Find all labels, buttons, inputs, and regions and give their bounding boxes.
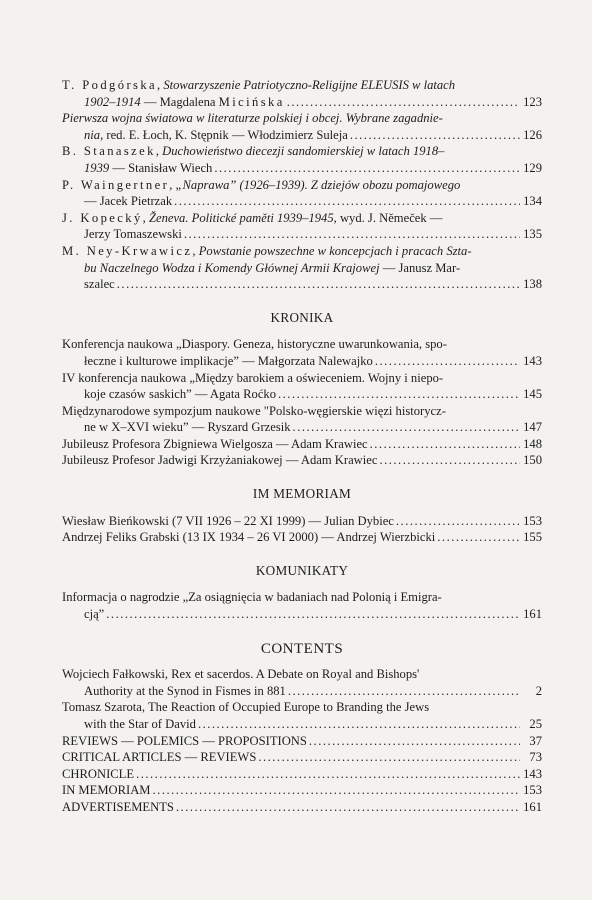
leader-dots bbox=[293, 419, 520, 436]
leader-dots bbox=[117, 276, 520, 293]
list-item: Wiesław Bieńkowski (7 VII 1926 – 22 XI 1999) — Julian Dybiec ..... 153 bbox=[62, 513, 542, 530]
page-number: 143 bbox=[523, 766, 542, 781]
list-item: CRITICAL ARTICLES — REVIEWS ..... 73 bbox=[62, 749, 542, 766]
entry-title: Pierwsza wojna światowa w literaturze polskiej i obcej. Wybrane zagadnie- bbox=[62, 111, 443, 126]
list-item: Międzynarodowe sympozjum naukowe "Polsko-węgierskie więzi historycz- ne w X–XVI wieku” — Ryszard Grzesik ..... 147 bbox=[62, 403, 542, 436]
list-item: Jubileusz Profesora Zbigniewa Wielgosza — Adam Krawiec ..... 148 bbox=[62, 436, 542, 453]
list-item: IN MEMORIAM ..... 153 bbox=[62, 782, 542, 799]
list-item: Konferencja naukowa „Diaspory. Geneza, historyczne uwarunkowania, spo- łeczne i kulturowe implikacje” — Małgorzata Nalewajko ..... 143 bbox=[62, 336, 542, 369]
list-item: M. Ney-Krwawicz, Powstanie powszechne w koncepcjach i pracach Szta- bu Naczelnego Wodza i Komendy Głównej Armii Krajowej — Janusz Mar- szalec ..... 138 bbox=[62, 243, 542, 293]
leader-dots bbox=[176, 799, 520, 816]
list-item: CHRONICLE ..... 143 bbox=[62, 766, 542, 783]
contents-list bbox=[62, 666, 542, 815]
page-number: 37 bbox=[529, 733, 542, 748]
leader-dots bbox=[379, 452, 520, 469]
leader-dots bbox=[184, 226, 520, 243]
list-item: ADVERTISEMENTS ..... 161 bbox=[62, 799, 542, 816]
list-item: Andrzej Feliks Grabski (13 IX 1934 – 26 VI 2000) — Andrzej Wierzbicki ..... 155 bbox=[62, 529, 542, 546]
page-number: 155 bbox=[523, 530, 542, 545]
list-item: Jubileusz Profesor Jadwigi Krzyżaniakowej — Adam Krawiec ..... 150 bbox=[62, 452, 542, 469]
page-number: 147 bbox=[523, 420, 542, 435]
entry-title: Powstanie powszechne w koncepcjach i pracach Szta- bbox=[198, 243, 472, 258]
list-item: Pierwsza wojna światowa w literaturze polskiej i obcej. Wybrane zagadnie- nia, red. E. Łoch, K. Stępnik — Włodzimierz Suleja ..... 126 bbox=[62, 110, 542, 143]
leader-dots bbox=[370, 436, 520, 453]
list-item: Tomasz Szarota, The Reaction of Occupied Europe to Branding the Jews with the Star of David ..... 25 bbox=[62, 699, 542, 732]
page-number: 153 bbox=[523, 783, 542, 798]
page-number: 138 bbox=[523, 277, 542, 292]
leader-dots bbox=[136, 766, 520, 783]
leader-dots bbox=[106, 606, 520, 623]
leader-dots bbox=[214, 160, 520, 177]
page-number: 25 bbox=[529, 717, 542, 731]
page-number: 150 bbox=[523, 453, 542, 468]
entry-author: J. Kopecký bbox=[62, 210, 143, 225]
page-number: 153 bbox=[523, 513, 542, 528]
leader-dots bbox=[437, 529, 520, 546]
page-number: 126 bbox=[523, 127, 542, 142]
list-item: B. Stanaszek, Duchowieństwo diecezji sandomierskiej w latach 1918– 1939 — Stanisław Wiech ..... 129 bbox=[62, 143, 542, 176]
entry-reviewer: Micińska bbox=[218, 94, 285, 109]
entry-author: B. Stanaszek bbox=[62, 144, 156, 159]
section-heading-contents: CONTENTS bbox=[260, 640, 344, 657]
list-item: IV konferencja naukowa „Między barokiem a oświeceniem. Wojny i niepo- koje czasów saskich” — Agata Roćko ..... 145 bbox=[62, 370, 542, 403]
entry-title: „Naprawa” (1926–1939). Z dziejów obozu pomajowego bbox=[175, 177, 461, 192]
list-item: J. Kopecký, Ženeva. Politické paměti 1939–1945, wyd. J. Němeček — Jerzy Tomaszewski ..... 135 bbox=[62, 210, 542, 243]
kronika-list bbox=[62, 336, 542, 469]
leader-dots bbox=[309, 733, 520, 750]
list-item: REVIEWS — POLEMICS — PROPOSITIONS ..... 37 bbox=[62, 733, 542, 750]
page-number: 148 bbox=[523, 436, 542, 451]
entry-author: T. Podgórska bbox=[62, 78, 158, 92]
page-number: 161 bbox=[523, 799, 542, 814]
leader-dots bbox=[375, 353, 520, 370]
page-number: 73 bbox=[529, 750, 542, 765]
page-number: 2 bbox=[535, 683, 542, 698]
list-item: T. Podgórska, Stowarzyszenie Patriotyczno-Religijne ELEUSIS w latach 1902–1914 — Magdalena Micińska ..... 123 bbox=[62, 77, 542, 110]
entry-title: Ženeva. Politické paměti 1939–1945 bbox=[148, 210, 334, 225]
page-number: 129 bbox=[523, 160, 542, 175]
leader-dots bbox=[174, 193, 520, 210]
leader-dots bbox=[198, 716, 520, 733]
section-heading-komunikaty: KOMUNIKATY bbox=[255, 562, 349, 578]
leader-dots bbox=[350, 127, 520, 144]
leader-dots bbox=[153, 782, 520, 799]
leader-dots bbox=[287, 94, 520, 111]
entry-author: M. Ney-Krwawicz bbox=[62, 243, 193, 258]
reviews-list bbox=[62, 77, 542, 293]
list-item: Wojciech Fałkowski, Rex et sacerdos. A Debate on Royal and Bishops' Authority at the Synod in Fismes in 881 ..... 2 bbox=[62, 666, 542, 699]
entry-title: Duchowieństwo diecezji sandomierskiej w latach 1918– bbox=[162, 144, 445, 159]
page-number: 135 bbox=[523, 227, 542, 242]
leader-dots bbox=[396, 513, 520, 530]
page-number: 145 bbox=[523, 387, 542, 402]
entry-author: P. Waingertner bbox=[62, 177, 170, 192]
page-number: 143 bbox=[523, 353, 542, 368]
section-heading-kronika: KRONIKA bbox=[270, 309, 334, 325]
memoriam-list bbox=[62, 513, 542, 546]
entry-title: Stowarzyszenie Patriotyczno-Religijne ELEUSIS w latach bbox=[163, 78, 456, 92]
leader-dots bbox=[258, 749, 520, 766]
leader-dots bbox=[288, 683, 520, 700]
leader-dots bbox=[278, 386, 520, 403]
list-item: Informacja o nagrodzie „Za osiągnięcia w badaniach nad Polonią i Emigra- cją” ..... 161 bbox=[62, 589, 542, 622]
list-item: P. Waingertner, „Naprawa” (1926–1939). Z dziejów obozu pomajowego — Jacek Pietrzak ..... 134 bbox=[62, 177, 542, 210]
section-heading-memoriam: IM MEMORIAM bbox=[252, 486, 352, 502]
page-number: 161 bbox=[523, 607, 542, 622]
komunikaty-list bbox=[62, 589, 542, 622]
page-number: 134 bbox=[523, 194, 542, 209]
page-number: 123 bbox=[523, 94, 542, 109]
